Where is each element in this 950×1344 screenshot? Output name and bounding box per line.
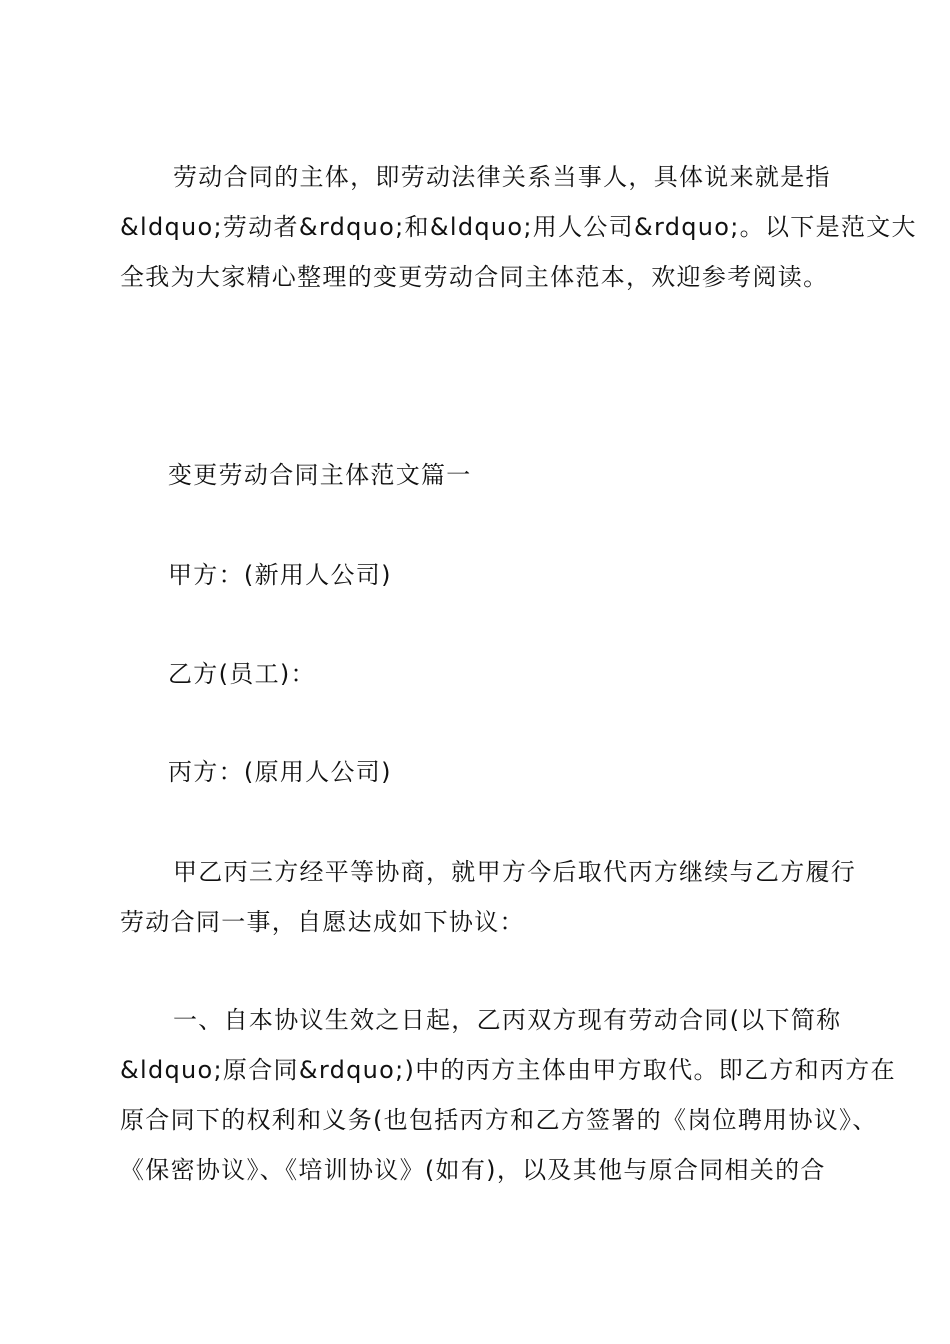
agreement-line-2: 劳动合同一事，自愿达成如下协议：	[120, 908, 525, 936]
clause-one-line-2: &ldquo;原合同&rdquo;)中的丙方主体由甲方取代。即乙方和丙方在	[120, 1056, 896, 1084]
clause-one-line-3: 原合同下的权利和义务(也包括丙方和乙方签署的《岗位聘用协议》、	[120, 1106, 878, 1134]
intro-line-2: &ldquo;劳动者&rdquo;和&ldquo;用人公司&rdquo;。以下是范文大	[120, 213, 917, 241]
section-title: 变更劳动合同主体范文篇一	[168, 461, 472, 489]
party-a-line: 甲方：(新用人公司)	[168, 561, 392, 589]
party-c-line: 丙方：(原用人公司)	[168, 758, 392, 786]
party-b-line: 乙方(员工)：	[168, 660, 316, 688]
intro-line-1: 劳动合同的主体，即劳动法律关系当事人，具体说来就是指	[173, 163, 831, 191]
clause-one-line-1: 一、自本协议生效之日起，乙丙双方现有劳动合同(以下简称	[173, 1006, 842, 1034]
agreement-line-1: 甲乙丙三方经平等协商，就甲方今后取代丙方继续与乙方履行	[173, 858, 857, 886]
intro-line-3: 全我为大家精心整理的变更劳动合同主体范本，欢迎参考阅读。	[120, 263, 829, 291]
clause-one-line-4: 《保密协议》、《培训协议》(如有)，以及其他与原合同相关的合	[120, 1156, 826, 1184]
